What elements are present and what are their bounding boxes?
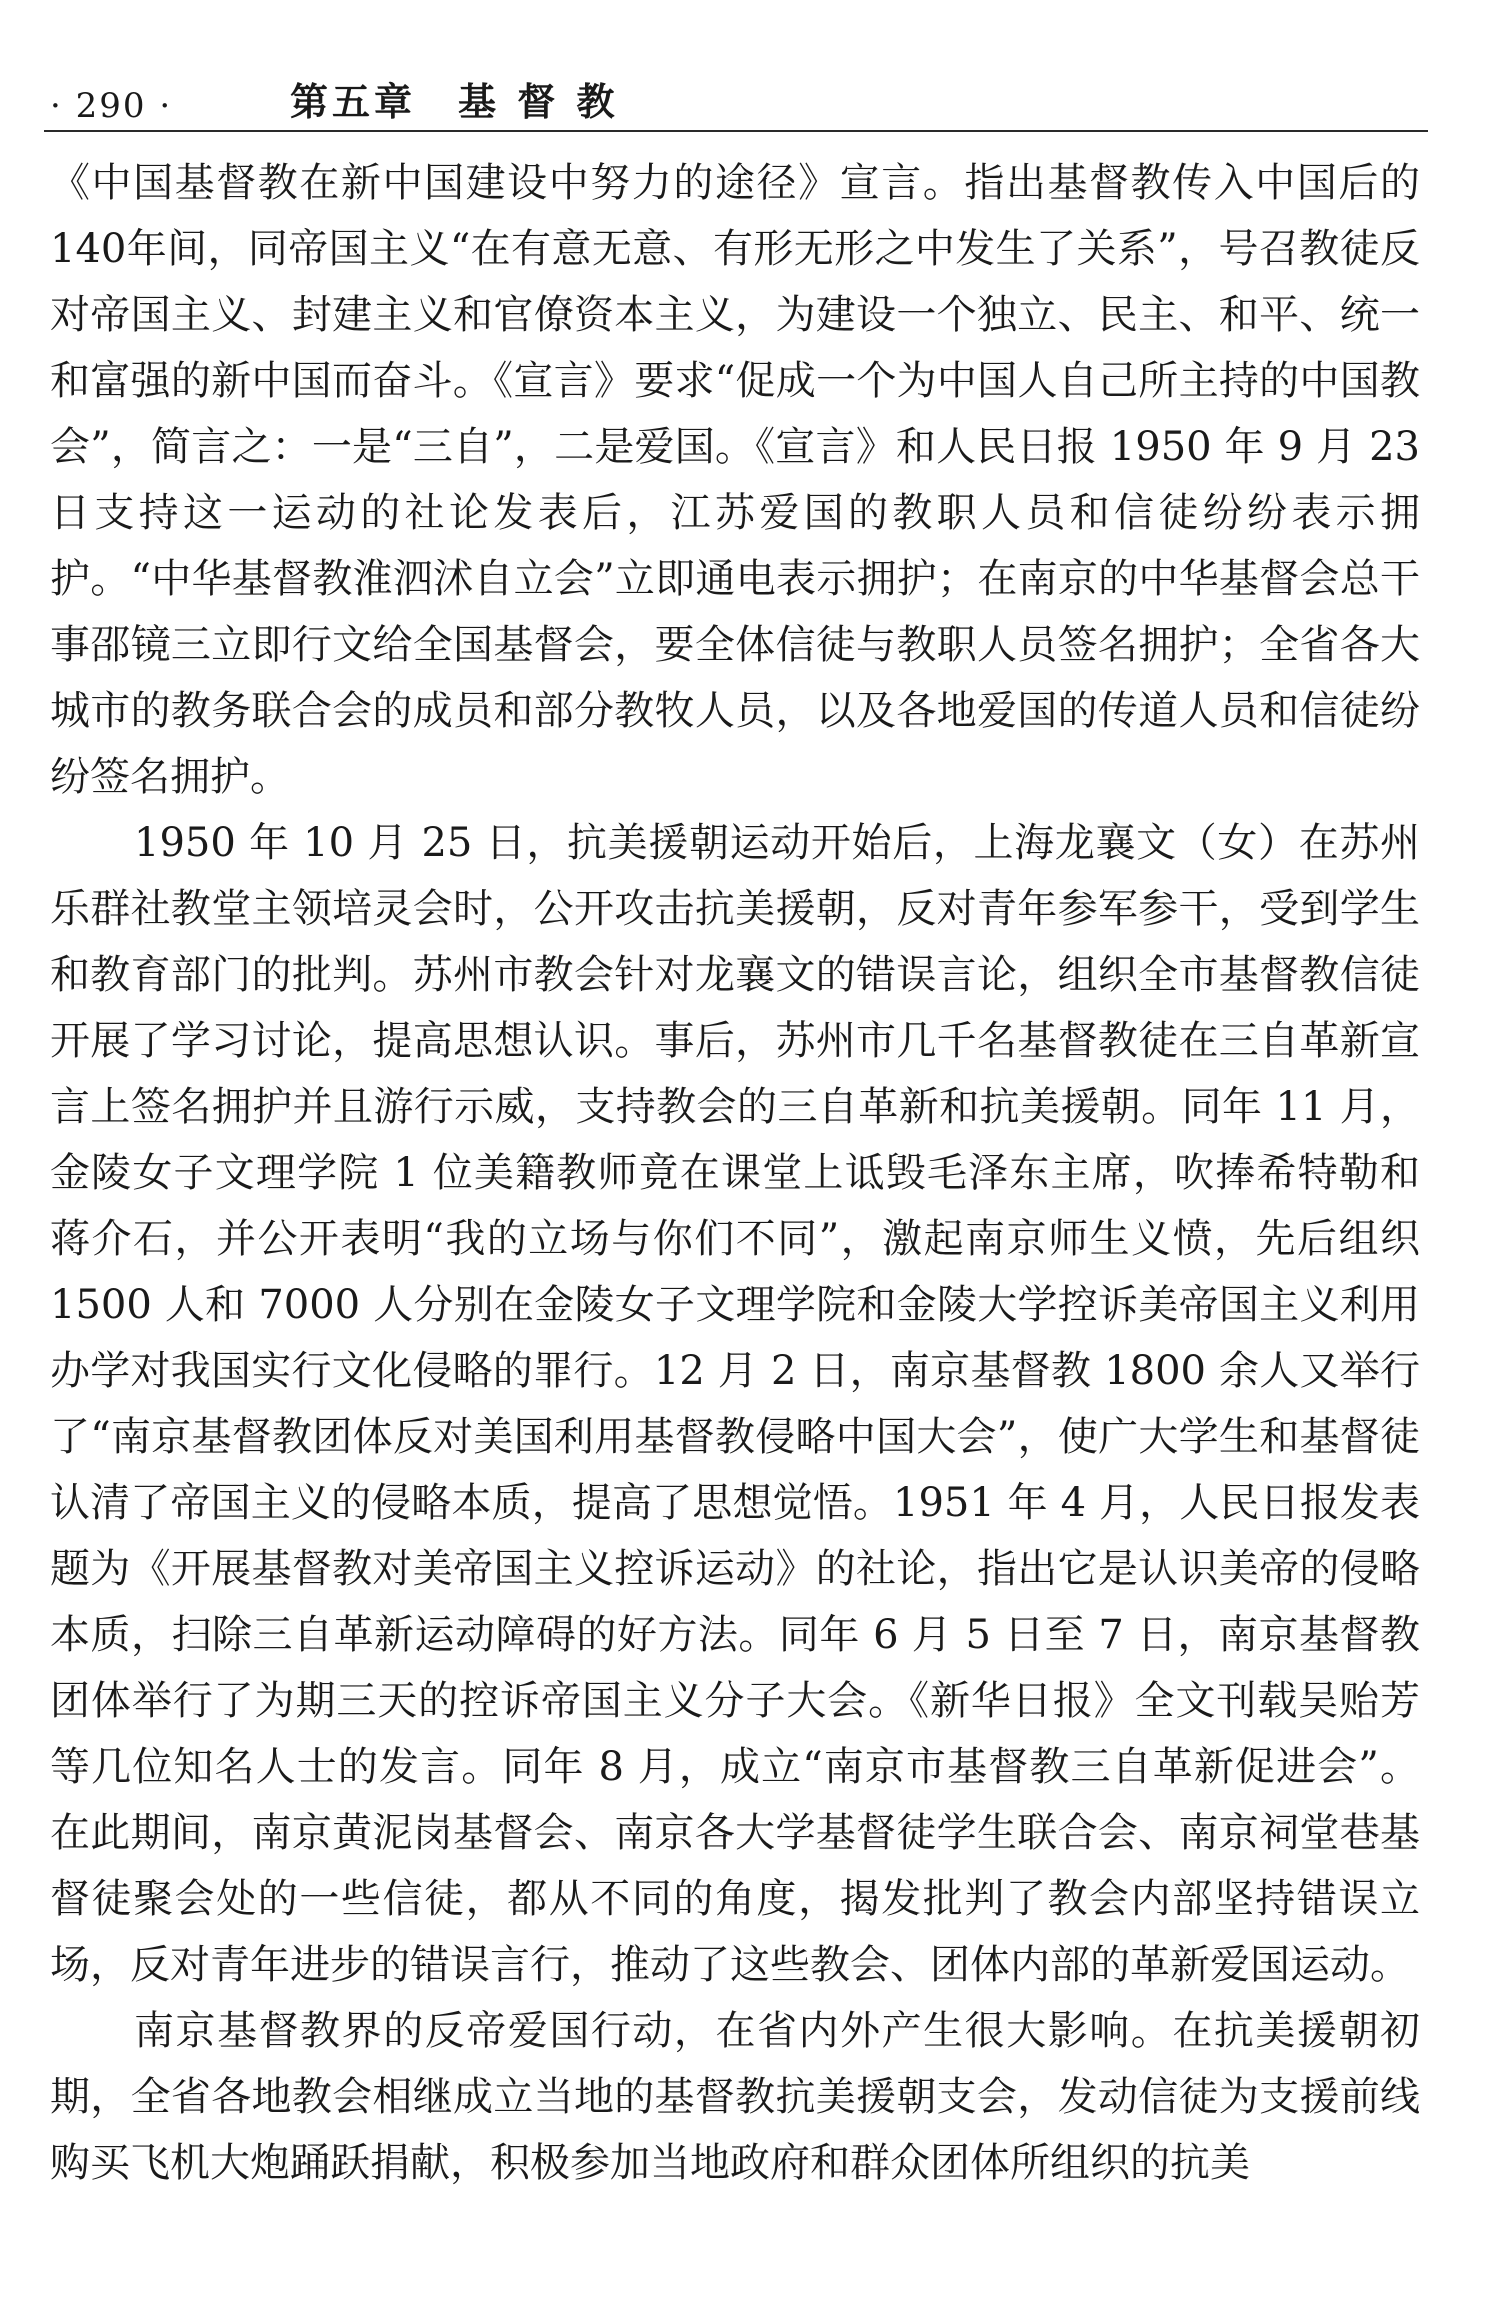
page-header — [50, 70, 1420, 126]
chapter-title: 第五章 基 督 教 — [290, 79, 619, 124]
paragraph: 1950 年 10 月 25 日，抗美援朝运动开始后，上海龙襄文（女）在苏州乐群社教堂主领培灵会时，公开攻击抗美援朝，反对青年参军参干，受到学生和教育部门的批判。苏州市教会针对龙襄文的错误言论，组织全市基督教信徒开展了学习讨论，提高思想认识。事后，苏州市几千名基督教徒在三自革新宣言上签名拥护并且游行示威，支持教会的三自革新和抗美援朝。同年 11 月，金陵女子文理学院 1 位美籍教师竟在课堂上诋毁毛泽东主席，吹捧希特勒和蒋介石，并公开表明“我的立场与你们不同”，激起南京师生义愤，先后组织 1500 人和 7000 人分别在金陵女子文理学院和金陵大学控诉美帝国主义利用办学对我国实行文化侵略的罪行。12 月 2 日，南京基督教 1800 余人又举行了“南京基督教团体反对美国利用基督教侵略中国大会”，使广大学生和基督徒认清了帝国主义的侵略本质，提高了思想觉悟。1951 年 4 月，人民日报发表题为《开展基督教对美帝国主义控诉运动》的社论，指出它是认识美帝的侵略本质，扫除三自革新运动障碍的好方法。同年 6 月 5 日至 7 日，南京基督教团体举行了为期三天的控诉帝国主义分子大会。《新华日报》全文刊载吴贻芳等几位知名人士的发言。同年 8 月，成立“南京市基督教三自革新促进会”。在此期间，南京黄泥岗基督会、南京各大学基督徒学生联合会、南京祠堂巷基督徒聚会处的一些信徒，都从不同的角度，揭发批判了教会内部坚持错误立场，反对青年进步的错误言行，推动了这些教会、团体内部的革新爱国运动。 — [50, 820, 1420, 1988]
paragraph: 《中国基督教在新中国建设中努力的途径》宣言。指出基督教传入中国后的140年间，同帝国主义“在有意无意、有形无形之中发生了关系”，号召教徒反对帝国主义、封建主义和官僚资本主义，为建设一个独立、民主、和平、统一和富强的新中国而奋斗。《宣言》要求“促成一个为中国人自己所主持的中国教会”，简言之：一是“三自”，二是爱国。《宣言》和人民日报 1950 年 9 月 23 日支持这一运动的社论发表后，江苏爱国的教职人员和信徒纷纷表示拥护。“中华基督教淮泗沭自立会”立即通电表示拥护；在南京的中华基督会总干事邵镜三立即行文给全国基督会，要全体信徒与教职人员签名拥护；全省各大城市的教务联合会的成员和部分教牧人员，以及各地爱国的传道人员和信徒纷纷签名拥护。 — [50, 160, 1420, 800]
body-text — [50, 150, 1420, 2196]
header-divider — [44, 130, 1428, 132]
page-number: · 290 · — [50, 86, 173, 126]
paragraph: 南京基督教界的反帝爱国行动，在省内外产生很大影响。在抗美援朝初期，全省各地教会相继成立当地的基督教抗美援朝支会，发动信徒为支援前线购买飞机大炮踊跃捐献，积极参加当地政府和群众团体所组织的抗美 — [50, 2008, 1420, 2186]
